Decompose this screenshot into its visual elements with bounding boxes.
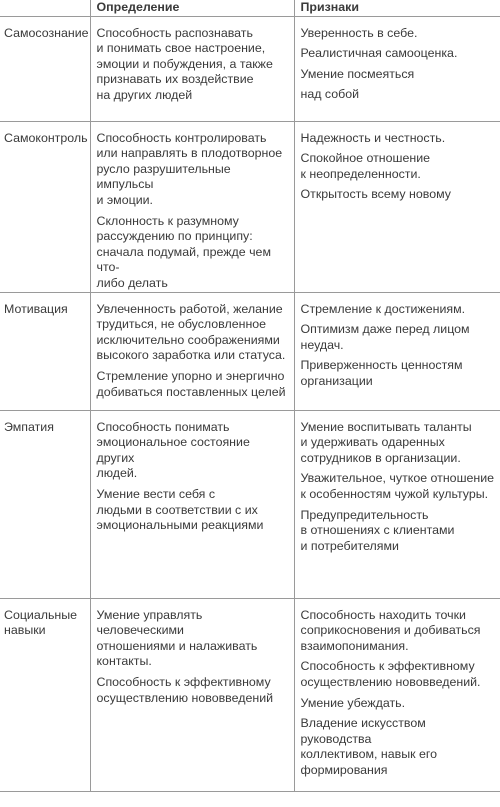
signs-cell (294, 292, 500, 410)
definition-paragraph: Увлеченность работой, желание трудиться, не обусловленное исключительно соображениями высокого заработка или статуса. (96, 301, 286, 363)
definition-paragraph: Способность контролировать или направлять в плодотворное русло разрушительные импульсы и эмоции. (96, 130, 283, 207)
sign-item: Способность находить точки соприкосновения и добиваться взаимопонимания. (300, 607, 481, 653)
header-definition: Определение (90, 0, 294, 16)
sign-item: Умение посмеяться (300, 66, 415, 81)
table-row (0, 16, 500, 121)
definition-paragraph: Склонность к разумному рассуждению по принципу: сначала подумай, прежде чем что- либо делать (96, 213, 271, 290)
definition-cell (90, 121, 294, 292)
sign-item: Способность к эффективному осуществлению нововведений. (300, 659, 481, 689)
signs-cell (294, 121, 500, 292)
sign-item: Реалистичная самооценка. (300, 46, 458, 61)
row-label (0, 121, 90, 292)
definition-paragraph: Стремление упорно и энергично добиваться поставленных целей (96, 368, 286, 399)
definition-paragraph: Способность к эффективному осуществлению нововведений (96, 674, 274, 705)
signs-cell (294, 598, 500, 791)
sign-item: Спокойное отношение к неопределенности. (300, 151, 431, 181)
table-row (0, 121, 500, 292)
sign-item: Владение искусством руководства коллективом, навык его формирования (300, 716, 438, 777)
sign-item: Надежность и честность. (300, 130, 446, 145)
row-label (0, 292, 90, 410)
table-row (0, 598, 500, 791)
definition-paragraph: Умение управлять человеческими отношениями и налаживать контакты. (96, 607, 258, 669)
row-label-text: Мотивация (4, 301, 68, 316)
sign-item: Оптимизм даже перед лицом неудач. (300, 322, 470, 352)
sign-item: Открытость всему новому (300, 187, 451, 202)
definition-cell (90, 292, 294, 410)
definition-paragraph: Способность понимать эмоциональное состояние других людей. (96, 419, 250, 481)
sign-item: Умение воспитывать таланты и удерживать одаренных сотрудников в организации. (300, 419, 472, 465)
table-row (0, 292, 500, 410)
sign-item: Предупредительность в отношениях с клиентами и потребителями (300, 507, 455, 553)
header-signs: Признаки (294, 0, 500, 16)
definition-cell (90, 16, 294, 121)
definition-paragraph: Умение вести себя с людьми в соответствии с их эмоциональными реакциями (96, 486, 264, 533)
row-label-text: Самоконтроль (4, 130, 88, 145)
row-label-text: Самосознание (4, 25, 89, 40)
definition-paragraph: Способность распознавать и понимать свое настроение, эмоции и побуждения, а также признавать их воздействие на других людей (96, 25, 273, 102)
signs-cell (294, 16, 500, 121)
table-header-row (0, 0, 500, 16)
sign-item: Уверенность в себе. (300, 25, 418, 40)
header-blank (0, 0, 90, 16)
table-row (0, 410, 500, 598)
sign-item: Приверженность ценностям организации (300, 358, 463, 388)
signs-cell (294, 410, 500, 598)
row-label (0, 598, 90, 791)
sign-item: над собой (300, 87, 360, 102)
definition-cell (90, 410, 294, 598)
row-label-text: Эмпатия (4, 419, 54, 434)
row-label-text: Социальные навыки (4, 607, 78, 638)
sign-item: Умение убеждать. (300, 695, 406, 710)
row-label (0, 16, 90, 121)
sign-item: Уважительное, чуткое отношение к особенностям чужой культуры. (300, 471, 495, 501)
sign-item: Стремление к достижениям. (300, 301, 466, 316)
row-label (0, 410, 90, 598)
definition-cell (90, 598, 294, 791)
